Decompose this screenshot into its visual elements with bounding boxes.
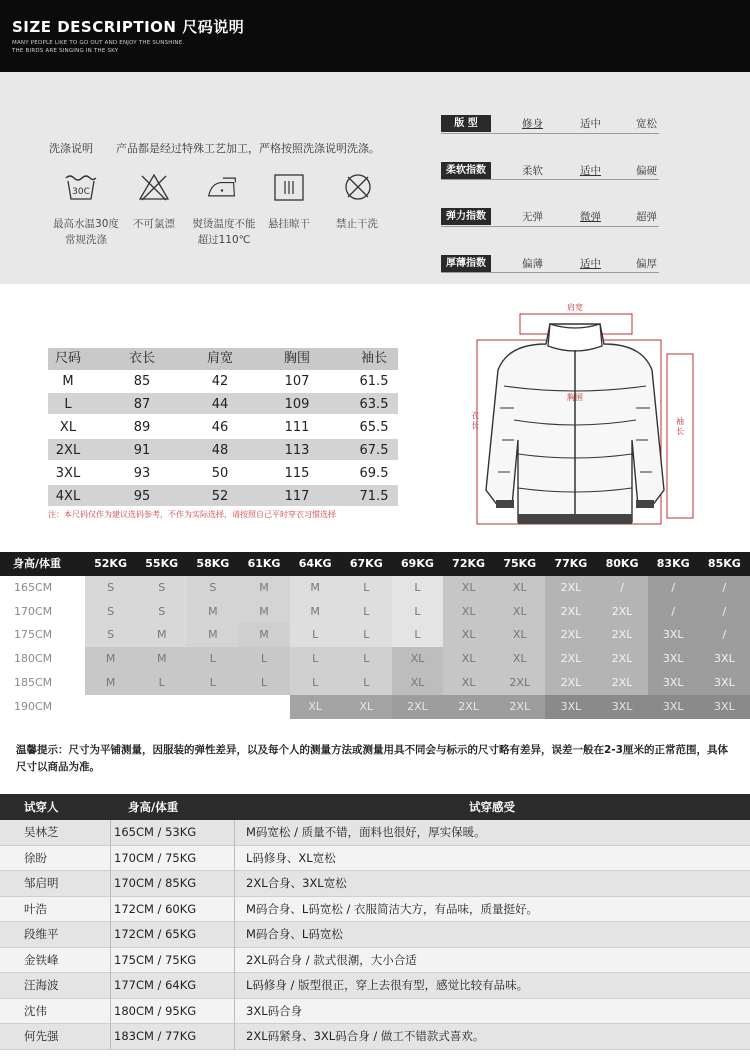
size-col-header: 袖长	[360, 351, 387, 366]
trial-cell: M码宽松 / 质量不错，面料也很好，厚实保暖。	[246, 825, 486, 839]
grid-size-cell: M	[208, 628, 218, 642]
height-weight-grid	[0, 552, 750, 718]
trial-divider	[234, 897, 235, 923]
trial-divider	[110, 820, 111, 846]
iron-icon	[206, 172, 238, 202]
header-subtitle	[12, 39, 184, 55]
grid-size-cell: L	[414, 581, 421, 594]
grid-size-cell: M	[105, 675, 116, 689]
size-table-cell: 42	[211, 374, 229, 389]
grid-size-cell: XL	[512, 604, 527, 618]
grid-size-cell: 3XL	[714, 675, 735, 689]
size-table-cell: 85	[133, 374, 151, 389]
header-title: SIZE DESCRIPTION 尺码说明	[12, 18, 245, 36]
trial-cell: 何先强	[24, 1029, 59, 1043]
no-bleach-icon	[138, 172, 170, 202]
no-dry-clean-icon	[342, 172, 374, 202]
grid-size-cell: XL	[308, 699, 322, 713]
trial-row	[0, 999, 750, 1025]
trial-cell: 2XL合身、3XL宽松	[246, 876, 347, 890]
size-table-cell: 111	[284, 420, 310, 435]
grid-weight-header: 61KG	[247, 557, 281, 570]
grid-height-label: 180CM	[14, 652, 53, 666]
trial-row	[0, 871, 750, 897]
grid-size-cell: /	[620, 581, 624, 594]
trial-cell: 177CM / 64KG	[114, 978, 197, 992]
grid-weight-header: 80KG	[605, 557, 639, 570]
grid-size-cell: L	[414, 628, 421, 642]
trial-cell: 汪海波	[24, 978, 59, 992]
page-header	[0, 0, 750, 72]
grid-size-cell: S	[158, 604, 166, 618]
size-col-header: 衣长	[128, 351, 155, 366]
trial-divider	[234, 948, 235, 974]
grid-size-cell: 3XL	[611, 699, 633, 713]
grid-size-cell: S	[107, 628, 115, 642]
size-table-cell: 107	[284, 374, 310, 389]
size-table-cell: 95	[133, 489, 151, 504]
length-label: 衣长	[471, 411, 479, 430]
size-table-cell: 3XL	[55, 466, 81, 481]
trial-cell: L码修身、XL宽松	[246, 850, 336, 865]
grid-size-cell: 2XL	[560, 675, 582, 689]
size-table-cell: 109	[284, 397, 310, 412]
grid-weight-header: 85KG	[707, 557, 741, 570]
grid-size-cell: 3XL	[662, 628, 684, 642]
grid-corner-label: 身高/体重	[13, 557, 62, 570]
trial-cell: 2XL码紧身、3XL码合身 / 做工不错款式喜欢。	[246, 1029, 485, 1043]
trial-divider	[110, 973, 111, 999]
grid-size-cell	[187, 695, 238, 719]
grid-size-cell: /	[722, 604, 727, 618]
grid-size-cell: S	[107, 581, 115, 594]
trial-divider	[234, 999, 235, 1025]
grid-size-cell: 2XL	[611, 628, 633, 642]
grid-size-cell: M	[310, 581, 320, 594]
grid-size-cell: 2XL	[611, 604, 633, 618]
size-table-cell: 91	[133, 443, 151, 458]
trial-cell: L码修身 / 版型很正，穿上去很有型，感觉比较有品味。	[246, 978, 529, 992]
care-label-iron: 熨烫温度不能 超过110℃	[192, 218, 256, 246]
trial-cell: 170CM / 75KG	[114, 850, 197, 865]
size-table-cell: 113	[284, 443, 310, 458]
shoulder-label: 肩宽	[567, 303, 583, 312]
grid-height-label: 190CM	[14, 699, 53, 713]
size-col-header: 尺码	[54, 351, 81, 366]
trial-cell: 180CM / 95KG	[114, 1003, 197, 1018]
size-table-cell: 4XL	[55, 489, 81, 504]
grid-size-cell: 3XL	[560, 699, 582, 713]
size-col-header: 肩宽	[206, 351, 233, 366]
grid-size-cell: M	[259, 628, 269, 642]
size-table-cell: 117	[284, 489, 310, 504]
care-description: 产品都是经过特殊工艺加工，严格按照洗涤说明洗涤。	[116, 142, 380, 155]
grid-size-cell: 2XL	[560, 604, 582, 618]
size-table-cell: 46	[211, 420, 229, 435]
grid-size-cell: S	[107, 604, 115, 618]
size-table-cell: 61.5	[359, 374, 389, 389]
jacket-illustration	[471, 300, 700, 534]
size-table-cell: 44	[211, 397, 229, 412]
trial-cell: 徐盼	[24, 850, 47, 865]
grid-size-cell: 2XL	[611, 652, 633, 666]
trial-cell: M码合身、L码宽松 / 衣服简洁大方，有品味，质量挺好。	[246, 901, 539, 916]
care-label-wash: 最高水温30度 常规洗涤	[53, 218, 119, 246]
grid-size-cell: L	[363, 652, 370, 666]
care-label-no-bleach: 不可氯漂	[133, 218, 175, 230]
grid-size-cell	[136, 695, 187, 719]
grid-size-cell: XL	[461, 604, 476, 618]
care-section	[0, 72, 750, 284]
size-table-cell: 2XL	[55, 443, 81, 458]
grid-height-label: 185CM	[14, 675, 53, 689]
trial-row	[0, 846, 750, 872]
trial-divider	[110, 897, 111, 923]
grid-size-cell: XL	[461, 652, 476, 666]
grid-size-cell: L	[312, 652, 319, 666]
trial-cell: 3XL码合身	[246, 1003, 303, 1018]
grid-size-cell: L	[260, 652, 268, 666]
grid-size-cell: /	[671, 581, 676, 594]
size-table-cell: 93	[133, 466, 151, 481]
size-table-cell: 52	[211, 489, 229, 504]
grid-size-cell: XL	[410, 675, 425, 689]
size-table-cell: 65.5	[359, 420, 389, 435]
grid-size-cell: /	[722, 581, 727, 594]
size-table-cell: 89	[133, 420, 151, 435]
size-table-cell: 69.5	[359, 466, 389, 481]
grid-size-cell: 2XL	[509, 675, 531, 689]
hang-dry-icon	[273, 172, 305, 202]
grid-size-cell: L	[312, 628, 319, 642]
size-table-cell: 71.5	[359, 489, 389, 504]
grid-size-cell: M	[208, 604, 218, 618]
size-col-header: 胸围	[283, 351, 310, 366]
grid-weight-header: 69KG	[401, 557, 434, 570]
grid-size-cell: 3XL	[714, 652, 735, 666]
care-label-no-dry-clean: 禁止干洗	[336, 218, 378, 230]
grid-size-cell: L	[363, 604, 370, 618]
trial-row	[0, 922, 750, 948]
size-table-cell: XL	[59, 420, 77, 435]
grid-size-cell: 2XL	[560, 581, 582, 594]
grid-size-cell: S	[158, 581, 166, 594]
grid-size-cell: XL	[461, 675, 476, 689]
grid-size-cell: M	[156, 628, 167, 642]
grid-weight-header: 72KG	[452, 557, 486, 570]
grid-weight-header: 67KG	[349, 557, 383, 570]
grid-weight-header: 52KG	[94, 557, 127, 570]
grid-size-cell: XL	[512, 628, 527, 642]
grid-height-label: 165CM	[14, 581, 53, 594]
grid-size-cell: L	[363, 628, 370, 642]
grid-size-cell: L	[209, 675, 216, 689]
grid-size-cell: L	[414, 604, 421, 618]
size-table-cell: 50	[211, 466, 229, 481]
trial-divider	[110, 871, 111, 897]
wash-30-icon	[65, 172, 97, 202]
trial-divider	[234, 1024, 235, 1050]
grid-weight-header: 55KG	[145, 557, 179, 570]
grid-size-cell: 2XL	[560, 628, 582, 642]
grid-size-cell: 2XL	[407, 699, 428, 713]
size-table-cell: M	[62, 374, 74, 389]
size-table-note: 注：本尺码仅作为建议选码参考，不作为实际选择，请按照自己平时穿衣习惯选择	[48, 510, 336, 519]
trial-cell: 吴林芝	[24, 825, 59, 839]
grid-size-cell	[85, 695, 136, 719]
trial-divider	[234, 922, 235, 948]
trial-cell: 段维平	[24, 927, 59, 941]
trial-cell: 175CM / 75KG	[114, 952, 197, 967]
grid-size-cell: XL	[461, 581, 476, 594]
trial-cell: 172CM / 65KG	[114, 927, 197, 941]
fit-tip: 温馨提示：尺寸为平铺测量，因服装的弹性差异，以及每个人的测量方法或测量用具不同会与标示的尺寸略有差异，误差一般在2-3厘米的正常范围，具体尺寸以商品为准。	[16, 744, 728, 773]
trial-cell: 172CM / 60KG	[114, 901, 197, 916]
header-subtitle-line-2: THE BIRDS ARE SINGING IN THE SKY	[12, 48, 119, 54]
trial-cell: M码合身、L码宽松	[246, 927, 343, 941]
trial-col-header: 身高/体重	[128, 800, 179, 814]
trial-divider	[110, 999, 111, 1025]
grid-weight-header: 58KG	[196, 557, 230, 570]
grid-size-cell: M	[156, 652, 167, 666]
grid-size-cell: /	[671, 604, 676, 618]
grid-size-cell: L	[363, 581, 370, 594]
grid-size-cell: 3XL	[662, 675, 684, 689]
size-table-cell: 48	[211, 443, 229, 458]
size-table-cell: 87	[133, 397, 151, 412]
grid-size-cell: 3XL	[714, 699, 735, 713]
grid-size-cell: 3XL	[662, 652, 684, 666]
grid-size-cell: XL	[512, 652, 527, 666]
grid-size-cell: XL	[359, 699, 374, 713]
trial-cell: 2XL码合身 / 款式很潮，大小合适	[246, 952, 417, 967]
trial-col-header: 试穿人	[24, 800, 59, 814]
grid-size-cell: M	[310, 604, 320, 618]
grid-size-cell: 2XL	[458, 699, 479, 713]
trial-divider	[110, 1024, 111, 1050]
header-subtitle-line-1: MANY PEOPLE LIKE TO GO OUT AND ENJOY THE SUNSHINE.	[12, 40, 185, 46]
grid-weight-header: 83KG	[656, 557, 690, 570]
trial-col-header: 试穿感受	[469, 800, 515, 814]
grid-size-cell: M	[259, 581, 269, 594]
trial-divider	[110, 846, 111, 872]
grid-size-cell: S	[209, 581, 217, 594]
care-title: 洗涤说明	[49, 142, 93, 155]
grid-size-cell	[238, 695, 289, 719]
wash-temp-text: 30C	[72, 187, 90, 197]
sleeve-label: 袖长	[676, 417, 684, 436]
trial-cell: 165CM / 53KG	[114, 825, 197, 839]
grid-size-cell: M	[259, 604, 269, 618]
grid-weight-header: 75KG	[503, 557, 537, 570]
trial-divider	[234, 973, 235, 999]
size-table-cell: L	[64, 397, 72, 412]
grid-size-cell: 2XL	[509, 699, 531, 713]
size-table-cell: 115	[284, 466, 310, 481]
size-table-cell: 63.5	[359, 397, 389, 412]
grid-size-cell: M	[105, 652, 116, 666]
grid-size-cell: 3XL	[662, 699, 684, 713]
trial-divider	[234, 820, 235, 846]
care-label-hang-dry: 悬挂晾干	[268, 218, 310, 230]
grid-size-cell: 2XL	[611, 675, 633, 689]
grid-size-cell: L	[363, 675, 370, 689]
trial-divider	[234, 846, 235, 872]
grid-size-cell: XL	[410, 652, 425, 666]
grid-weight-header: 64KG	[298, 557, 332, 570]
grid-height-label: 170CM	[14, 604, 53, 618]
grid-size-cell: XL	[512, 581, 527, 594]
size-table-cell: 67.5	[359, 443, 389, 458]
trial-divider	[234, 871, 235, 897]
grid-size-cell: L	[260, 675, 268, 689]
grid-size-cell: 2XL	[560, 652, 582, 666]
grid-size-cell: /	[722, 628, 727, 642]
grid-size-cell: XL	[461, 628, 476, 642]
grid-weight-header: 77KG	[554, 557, 588, 570]
trial-cell: 邹启明	[24, 876, 59, 890]
trial-divider	[110, 922, 111, 948]
trial-cell: 沈伟	[24, 1003, 47, 1018]
chest-label: 胸围	[567, 393, 583, 402]
grid-height-label: 175CM	[14, 628, 53, 642]
grid-size-cell: L	[209, 652, 216, 666]
trial-cell: 叶浩	[24, 901, 47, 916]
trial-cell: 金铁峰	[24, 952, 59, 967]
grid-size-cell: L	[158, 675, 165, 689]
trial-cell: 170CM / 85KG	[114, 876, 197, 890]
grid-size-cell: L	[312, 675, 319, 689]
trial-table	[0, 794, 750, 1052]
trial-divider	[110, 948, 111, 974]
trial-cell: 183CM / 77KG	[114, 1029, 197, 1043]
